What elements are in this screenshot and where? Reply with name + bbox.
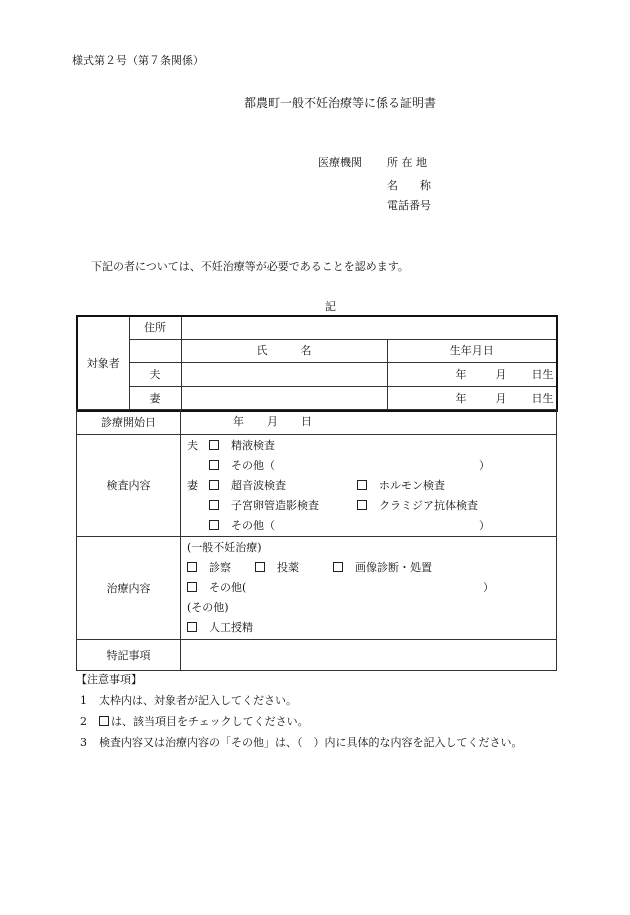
husband-name-field[interactable] — [181, 362, 387, 386]
checkbox-icon — [357, 500, 367, 510]
wife-year: 年 — [455, 391, 467, 405]
subject-table — [76, 315, 558, 412]
start-year: 年 — [233, 415, 244, 428]
certification-text: 下記の者については、不妊治療等が必要であることを認めます。 — [91, 260, 409, 273]
note-1 — [76, 693, 297, 714]
chlamydia-label: クラミジア抗体検査 — [379, 498, 478, 512]
checkbox-treatment-other[interactable] — [187, 578, 197, 598]
notes-section — [76, 672, 523, 756]
wife-other-close: ） — [479, 518, 490, 532]
exam-content — [181, 435, 557, 537]
wife-label: 妻 — [129, 386, 181, 411]
checkbox-icon — [187, 562, 197, 572]
husband-other-close: ） — [479, 458, 490, 472]
checkbox-hsg[interactable] — [209, 496, 219, 516]
checkbox-icon — [209, 460, 219, 470]
remarks-label: 特記事項 — [77, 640, 181, 671]
details-table — [76, 409, 557, 671]
checkbox-husband-other[interactable] — [209, 456, 219, 476]
checkbox-icon — [99, 716, 109, 727]
ultrasound-label: 超音波検査 — [231, 478, 286, 492]
treatment-content — [181, 537, 557, 640]
address-field[interactable] — [181, 316, 557, 339]
checkbox-icon — [187, 582, 197, 592]
checkbox-imaging[interactable] — [333, 558, 343, 578]
name-header: 氏 名 — [181, 339, 387, 362]
note-2-number: 2 — [80, 715, 87, 728]
dob-header: 生年月日 — [387, 339, 557, 362]
address-label: 住所 — [129, 316, 181, 339]
checkbox-hormone[interactable] — [357, 476, 367, 496]
checkbox-semen[interactable] — [209, 436, 219, 456]
form-number: 様式第２号（第７条関係） — [72, 54, 204, 67]
checkbox-icon — [209, 500, 219, 510]
subject-label: 対象者 — [77, 316, 129, 411]
checkbox-icon — [209, 440, 219, 450]
blank-cell — [129, 339, 181, 362]
wife-dob-field[interactable] — [387, 386, 557, 411]
note-2-text: は、該当項目をチェックしてください。 — [111, 715, 309, 728]
husband-label: 夫 — [129, 362, 181, 386]
husband-dob-field[interactable] — [387, 362, 557, 386]
consultation-label: 診察 — [209, 561, 231, 574]
treatment-other-close: ） — [483, 581, 494, 594]
husband-other-label: その他（ — [231, 458, 275, 472]
note-2 — [76, 714, 309, 735]
note-1-number: 1 — [80, 694, 87, 707]
medication-label: 投薬 — [277, 561, 299, 574]
checkbox-ultrasound[interactable] — [209, 476, 219, 496]
exam-wife-label: 妻 — [187, 478, 198, 492]
imaging-label: 画像診断・処置 — [355, 561, 432, 574]
note-1-text: 太枠内は、対象者が記入してください。 — [99, 694, 297, 707]
general-treatment-heading: (一般不妊治療) — [187, 541, 262, 554]
start-day: 日 — [301, 415, 312, 428]
checkbox-icon — [209, 520, 219, 530]
notes-title: 【注意事項】 — [76, 673, 142, 686]
wife-other-label: その他（ — [231, 518, 275, 532]
institution-address-label: 所 在 地 — [387, 156, 427, 169]
checkbox-icon — [333, 562, 343, 572]
exam-husband-label: 夫 — [187, 438, 198, 452]
document-title: 都農町一般不妊治療等に係る証明書 — [244, 96, 437, 110]
note-3-number: 3 — [80, 736, 87, 749]
institution-name-label: 名 称 — [387, 179, 431, 192]
checkbox-icon — [187, 622, 197, 632]
note-3-text: 検査内容又は治療内容の「その他」は、（ ）内に具体的な内容を記入してください。 — [99, 736, 523, 749]
checkbox-icon — [209, 480, 219, 490]
semen-label: 精液検査 — [231, 438, 275, 452]
checkbox-chlamydia[interactable] — [357, 496, 367, 516]
checkbox-consultation[interactable] — [187, 558, 197, 578]
hsg-label: 子宮卵管造影検査 — [231, 498, 319, 512]
husband-month: 月 — [495, 367, 507, 381]
institution-label: 医療機関 — [318, 156, 362, 169]
checkbox-wife-other[interactable] — [209, 516, 219, 536]
ai-label: 人工授精 — [209, 621, 253, 634]
wife-name-field[interactable] — [181, 386, 387, 411]
husband-year: 年 — [455, 367, 467, 381]
remarks-field[interactable] — [181, 640, 557, 671]
other-treatment-heading: (その他) — [187, 601, 229, 614]
wife-month: 月 — [495, 391, 507, 405]
start-month: 月 — [267, 415, 278, 428]
wife-day: 日生 — [531, 391, 554, 405]
institution-phone-label: 電話番号 — [387, 199, 431, 212]
note-3 — [76, 735, 523, 756]
checkbox-medication[interactable] — [255, 558, 265, 578]
start-date-field[interactable] — [181, 410, 557, 435]
treatment-other-label: その他( — [209, 581, 247, 594]
hormone-label: ホルモン検査 — [379, 478, 445, 492]
exam-label: 検査内容 — [77, 435, 181, 537]
checkbox-icon — [357, 480, 367, 490]
checkbox-icon — [255, 562, 265, 572]
husband-day: 日生 — [531, 367, 554, 381]
treatment-label: 治療内容 — [77, 537, 181, 640]
ki-heading: 記 — [325, 300, 336, 313]
start-date-label: 診療開始日 — [77, 410, 181, 435]
checkbox-ai[interactable] — [187, 618, 197, 638]
